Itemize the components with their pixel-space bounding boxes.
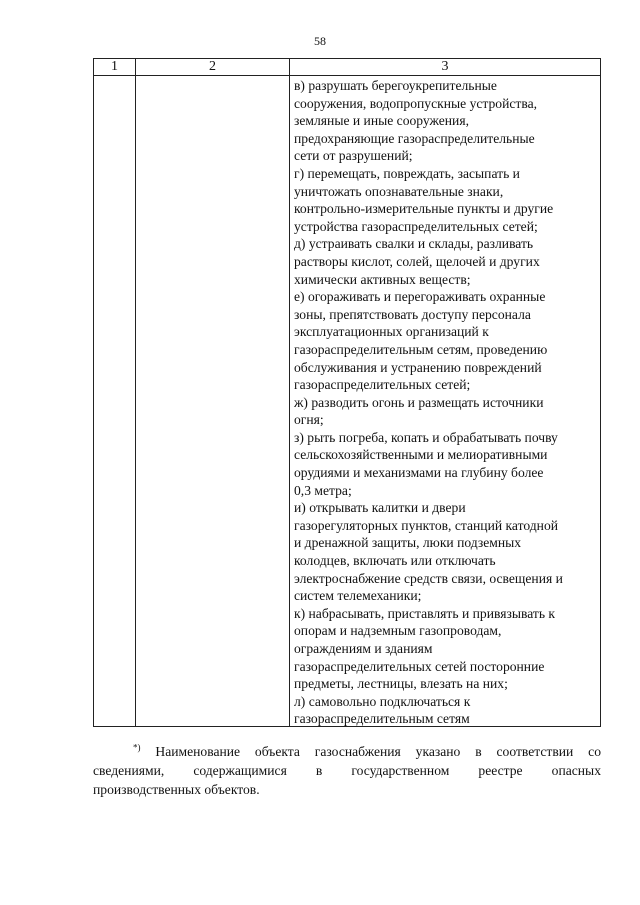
- table-cell-col1: [94, 76, 136, 727]
- text-line: предметы, лестницы, влезать на них;: [294, 676, 508, 692]
- footnote-line: [93, 742, 601, 761]
- text-line: химически активных веществ;: [294, 271, 471, 287]
- text-line: ограждениям и зданиям: [294, 641, 433, 656]
- footnote-text: Наименование объекта газоснабжения указано в соответствии со: [155, 744, 601, 759]
- column-header-2: 2: [136, 59, 290, 76]
- text-line: сооружения, водопропускные устройства,: [294, 95, 538, 111]
- text-line: в) разрушать берегоукрепительные: [294, 78, 497, 93]
- text-line: опорам и надземным газопроводам,: [294, 623, 502, 639]
- footnote: [93, 742, 601, 799]
- requirements-table: [93, 58, 601, 727]
- text-line: обслуживания и устранению повреждений: [294, 359, 542, 375]
- text-line: газораспределительным сетям, проведению: [294, 341, 548, 357]
- text-line: газораспределительных сетей посторонние: [294, 658, 545, 674]
- footnote-line: производственных объектов.: [93, 782, 260, 797]
- column-header-1: 1: [94, 59, 136, 76]
- text-line: и) открывать калитки и двери: [294, 500, 466, 516]
- text-line: орудиями и механизмами на глубину более: [294, 465, 544, 481]
- text-line: г) перемещать, повреждать, засыпать и: [294, 165, 520, 181]
- footnote-line: сведениями, содержащимися в государственном реестре опасных: [93, 763, 601, 778]
- text-line: ж) разводить огонь и размещать источники: [294, 394, 544, 410]
- text-line: газораспределительных сетей;: [294, 377, 471, 393]
- text-line: предохраняющие газораспределительные: [294, 130, 535, 146]
- text-line: газораспределительным сетям: [294, 711, 470, 726]
- text-line: е) огораживать и перегораживать охранные: [294, 289, 546, 305]
- text-line: л) самовольно подключаться к: [294, 693, 471, 709]
- text-line: зоны, препятствовать доступу персонала: [294, 306, 531, 322]
- table-cell-col3: [290, 76, 601, 727]
- text-line: уничтожать опознавательные знаки,: [294, 183, 504, 199]
- text-line: и дренажной защиты, люки подземных: [294, 535, 522, 551]
- text-line: устройства газораспределительных сетей;: [294, 218, 538, 234]
- text-line: з) рыть погреба, копать и обрабатывать почву: [294, 429, 558, 445]
- prohibitions-text: [290, 76, 600, 726]
- text-line: сельскохозяйственными и мелиоративными: [294, 447, 548, 463]
- text-line: электроснабжение средств связи, освещения и: [294, 570, 563, 586]
- column-header-3: 3: [290, 59, 601, 76]
- table-cell-col2: [136, 76, 290, 727]
- text-line: колодцев, включать или отключать: [294, 553, 496, 569]
- text-line: д) устраивать свалки и склады, разливать: [294, 236, 534, 252]
- text-line: огня;: [294, 412, 324, 428]
- text-line: эксплуатационных организаций к: [294, 324, 489, 340]
- table-row: [94, 76, 601, 727]
- text-line: газорегуляторных пунктов, станций катодной: [294, 517, 559, 533]
- text-line: к) набрасывать, приставлять и привязывать к: [294, 605, 556, 621]
- text-line: земляные и иные сооружения,: [294, 113, 469, 129]
- table-header-row: [94, 59, 601, 76]
- text-line: сети от разрушений;: [294, 148, 413, 164]
- page-number: 58: [314, 34, 326, 48]
- text-line: контрольно-измерительные пункты и другие: [294, 201, 554, 217]
- text-line: растворы кислот, солей, щелочей и других: [294, 253, 540, 269]
- footnote-marker: *): [133, 742, 141, 753]
- text-line: 0,3 метра;: [294, 482, 352, 498]
- text-line: систем телемеханики;: [294, 588, 422, 604]
